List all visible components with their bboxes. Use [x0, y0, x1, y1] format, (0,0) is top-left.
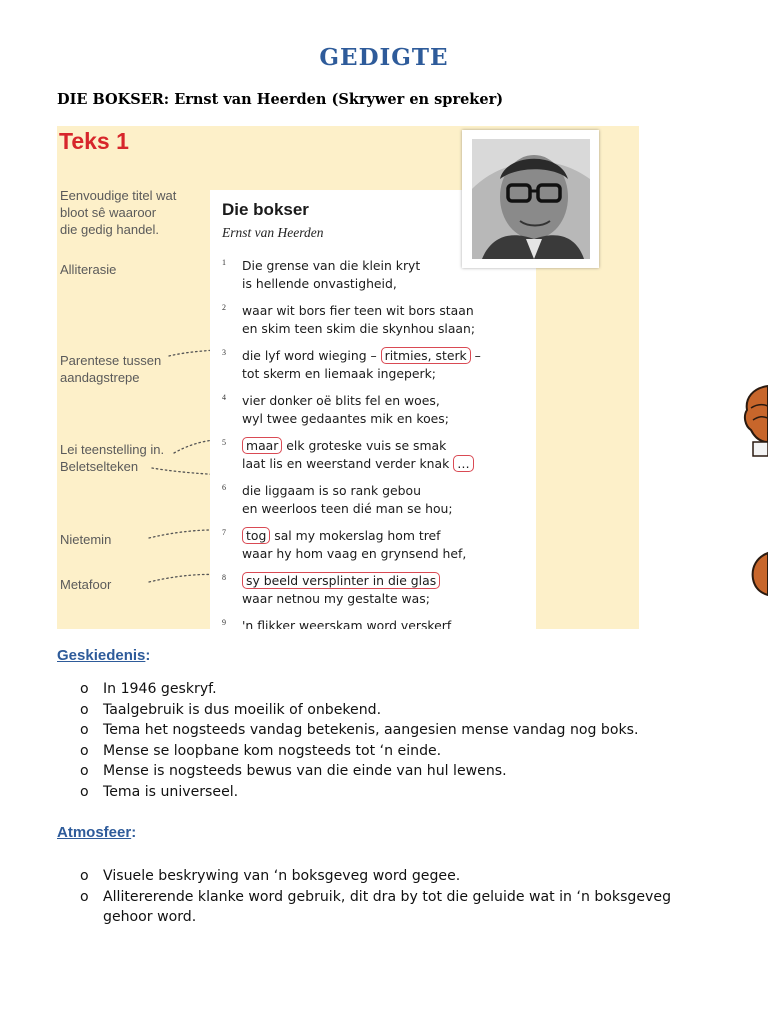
list-item	[80, 679, 720, 700]
list-item-text: Visuele beskrywing van ‘n boksgeveg word gegee.	[103, 868, 461, 884]
bullet-list-atmosfeer	[80, 866, 720, 928]
poem-line: die liggaam is so rank gebou	[242, 483, 421, 498]
heading-text: Geskiedenis	[57, 647, 146, 664]
poem-text: elk groteske vuis se smak	[282, 438, 447, 453]
bullet-icon: o	[80, 868, 89, 884]
poem-line: waar netnou my gestalte was;	[242, 591, 430, 606]
bullet-icon: o	[80, 763, 89, 780]
poem-line	[242, 455, 474, 473]
list-item	[80, 741, 720, 762]
poem-text: sal my mokerslag hom tref	[270, 528, 441, 543]
stanza-number: 4	[222, 393, 226, 402]
bullet-icon: o	[80, 783, 89, 800]
author-photo-frame	[462, 130, 599, 268]
document-subtitle: DIE BOKSER: Ernst van Heerden (Skrywer en spreker)	[57, 91, 504, 108]
poem-line: Die grense van die klein kryt	[242, 258, 421, 273]
poem-line: en weerloos teen dié man se hou;	[242, 501, 453, 516]
bullet-icon: o	[80, 742, 89, 759]
poem-line	[242, 347, 481, 365]
annotation-line: Parentese tussen	[60, 353, 162, 368]
highlighted-phrase: maar	[242, 437, 282, 454]
author-photo	[472, 139, 590, 259]
poem-line: wyl twee gedaantes mik en koes;	[242, 411, 449, 426]
bullet-icon: o	[80, 722, 89, 739]
annotation-line: Lei teenstelling in.	[60, 442, 165, 457]
list-item	[80, 700, 720, 721]
list-item-text: Allitererende klanke word gebruik, dit dra by tot die geluide wat in ‘n boksgeveg gehoor word.	[103, 888, 672, 926]
poem-line: en skim teen skim die skynhou slaan;	[242, 321, 476, 336]
poem-line	[242, 437, 446, 455]
stanza-number: 7	[222, 528, 226, 537]
author-portrait-icon	[472, 139, 590, 259]
poem-line	[242, 572, 440, 590]
poem-author: Ernst van Heerden	[222, 225, 324, 240]
poem-title: Die bokser	[222, 200, 309, 219]
poem-text: die lyf word wieging –	[242, 348, 381, 363]
highlighted-ellipsis: …	[453, 455, 473, 472]
list-item-text: Tema is universeel.	[103, 783, 239, 800]
list-item-text: In 1946 geskryf.	[103, 681, 217, 697]
annotation-line: Nietemin	[60, 532, 112, 547]
stanza-number: 2	[222, 303, 226, 312]
stanza-number: 5	[222, 438, 226, 447]
stanza-number: 9	[222, 618, 226, 627]
highlighted-phrase: ritmies, sterk	[381, 347, 471, 364]
annotation-line: Metafoor	[60, 577, 112, 592]
list-item-text: Mense is nogsteeds bewus van die einde van hul lewens.	[103, 763, 507, 780]
cartoon-boxer-glove-icon	[739, 380, 768, 460]
list-item-text: Mense se loopbane kom nogsteeds tot ‘n einde.	[103, 742, 442, 759]
bullet-list-geskiedenis	[80, 679, 720, 803]
list-item	[80, 866, 720, 887]
annotation-line: Eenvoudige titel wat	[60, 188, 177, 203]
bullet-icon: o	[80, 888, 89, 905]
list-item	[80, 720, 720, 741]
teks-label: Teks 1	[59, 128, 129, 154]
list-item	[80, 761, 720, 782]
bullet-icon: o	[80, 701, 89, 718]
section-heading-geskiedenis: Geskiedenis:	[57, 647, 151, 664]
poem-text: –	[470, 348, 481, 363]
heading-text: Atmosfeer	[57, 824, 132, 841]
list-item	[80, 782, 720, 803]
stanza-number: 8	[222, 573, 226, 582]
annotation-line: aandagstrepe	[60, 370, 140, 385]
highlighted-phrase: tog	[242, 527, 270, 544]
annotation-line: die gedig handel.	[60, 222, 160, 237]
annotation-line: Beletselteken	[60, 459, 139, 474]
stanza-number: 1	[222, 258, 226, 267]
poem-text: laat lis en weerstand verder knak	[242, 456, 454, 471]
list-item-text: Tema het nogsteeds vandag betekenis, aangesien mense vandag nog boks.	[103, 722, 639, 739]
cartoon-boxer-arm-icon	[739, 545, 768, 625]
poem-line: is hellende onvastigheid,	[242, 276, 397, 291]
poem-line: waar wit bors fier teen wit bors staan	[242, 303, 474, 318]
textbook-excerpt-image	[57, 126, 639, 629]
poem-line: 'n flikker weerskam word verskerf	[242, 618, 452, 629]
list-item-text: Taalgebruik is dus moeilik of onbekend.	[103, 701, 382, 718]
document-title: GEDIGTE	[319, 44, 449, 71]
stanza-number: 6	[222, 483, 226, 492]
list-item	[80, 887, 720, 928]
poem-line: tot skerm en liemaak ingeperk;	[242, 366, 436, 381]
highlighted-phrase: sy beeld versplinter in die glas	[242, 572, 440, 589]
bullet-icon: o	[80, 681, 89, 697]
poem-line: vier donker oë blits fel en woes,	[242, 393, 440, 408]
poem-line	[242, 527, 441, 545]
annotation-line: bloot sê waaroor	[60, 205, 157, 220]
poem-line: waar hy hom vaag en grynsend hef,	[242, 546, 467, 561]
annotation-line: Alliterasie	[60, 262, 117, 277]
section-heading-atmosfeer: Atmosfeer:	[57, 824, 137, 841]
stanza-number: 3	[222, 348, 226, 357]
